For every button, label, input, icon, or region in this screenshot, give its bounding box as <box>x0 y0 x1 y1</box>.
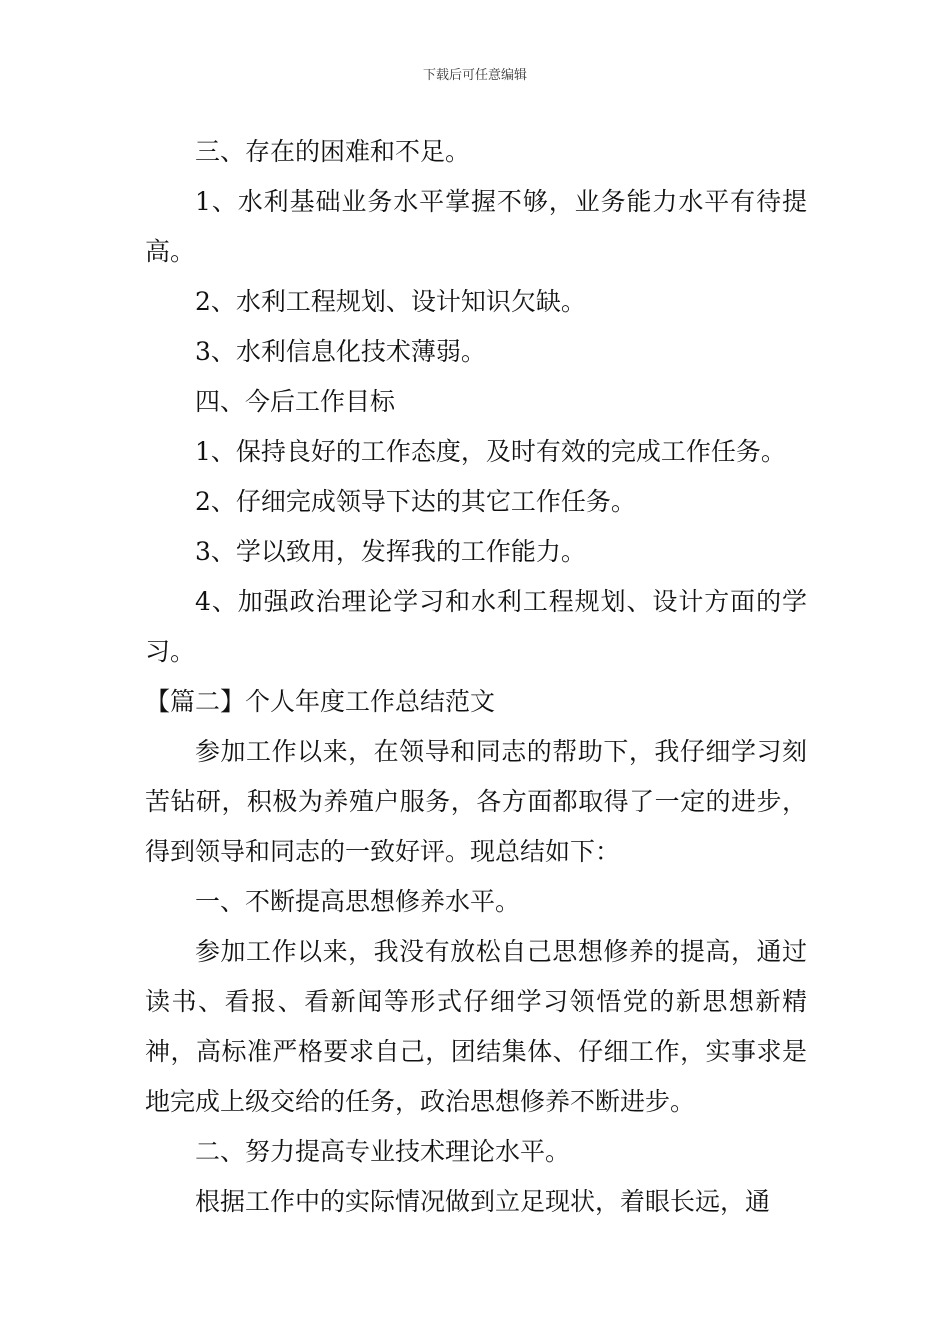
paragraph-difficulty-1: 1、水利基础业务水平掌握不够，业务能力水平有待提高。 <box>145 187 807 266</box>
paragraph-goal-1: 1、保持良好的工作态度，及时有效的完成工作任务。 <box>195 437 786 466</box>
paragraph-intro: 参加工作以来，在领导和同志的帮助下，我仔细学习刻苦钻研，积极为养殖户服务，各方面都取得了一定的进步，得到领导和同志的一致好评。现总结如下： <box>145 737 807 866</box>
article-two-title: 【篇二】个人年度工作总结范文 <box>145 687 496 716</box>
paragraph-part-two-body: 根据工作中的实际情况做到立足现状，着眼长远，通 <box>195 1187 771 1216</box>
paragraph-section-four-heading: 四、今后工作目标 <box>195 387 396 416</box>
paragraph-part-two-heading: 二、努力提高专业技术理论水平。 <box>195 1137 571 1166</box>
paragraph-part-one-body: 参加工作以来，我没有放松自己思想修养的提高，通过读书、看报、看新闻等形式仔细学习领悟党的新思想新精神，高标准严格要求自己，团结集体、仔细工作，实事求是地完成上级交给的任务，政治思想修养不断进步。 <box>145 937 807 1116</box>
paragraph-goal-4: 4、加强政治理论学习和水利工程规划、设计方面的学习。 <box>145 587 807 666</box>
paragraph-goal-3: 3、学以致用，发挥我的工作能力。 <box>195 537 586 566</box>
paragraph-goal-2: 2、仔细完成领导下达的其它工作任务。 <box>195 487 636 516</box>
paragraph-section-three-heading: 三、存在的困难和不足。 <box>195 137 471 166</box>
paragraph-difficulty-3: 3、水利信息化技术薄弱。 <box>195 337 486 366</box>
paragraph-part-one-heading: 一、不断提高思想修养水平。 <box>195 887 521 916</box>
document-body <box>145 127 807 1227</box>
paragraph-difficulty-2: 2、水利工程规划、设计知识欠缺。 <box>195 287 586 316</box>
page-header-note: 下载后可任意编辑 <box>422 68 527 83</box>
